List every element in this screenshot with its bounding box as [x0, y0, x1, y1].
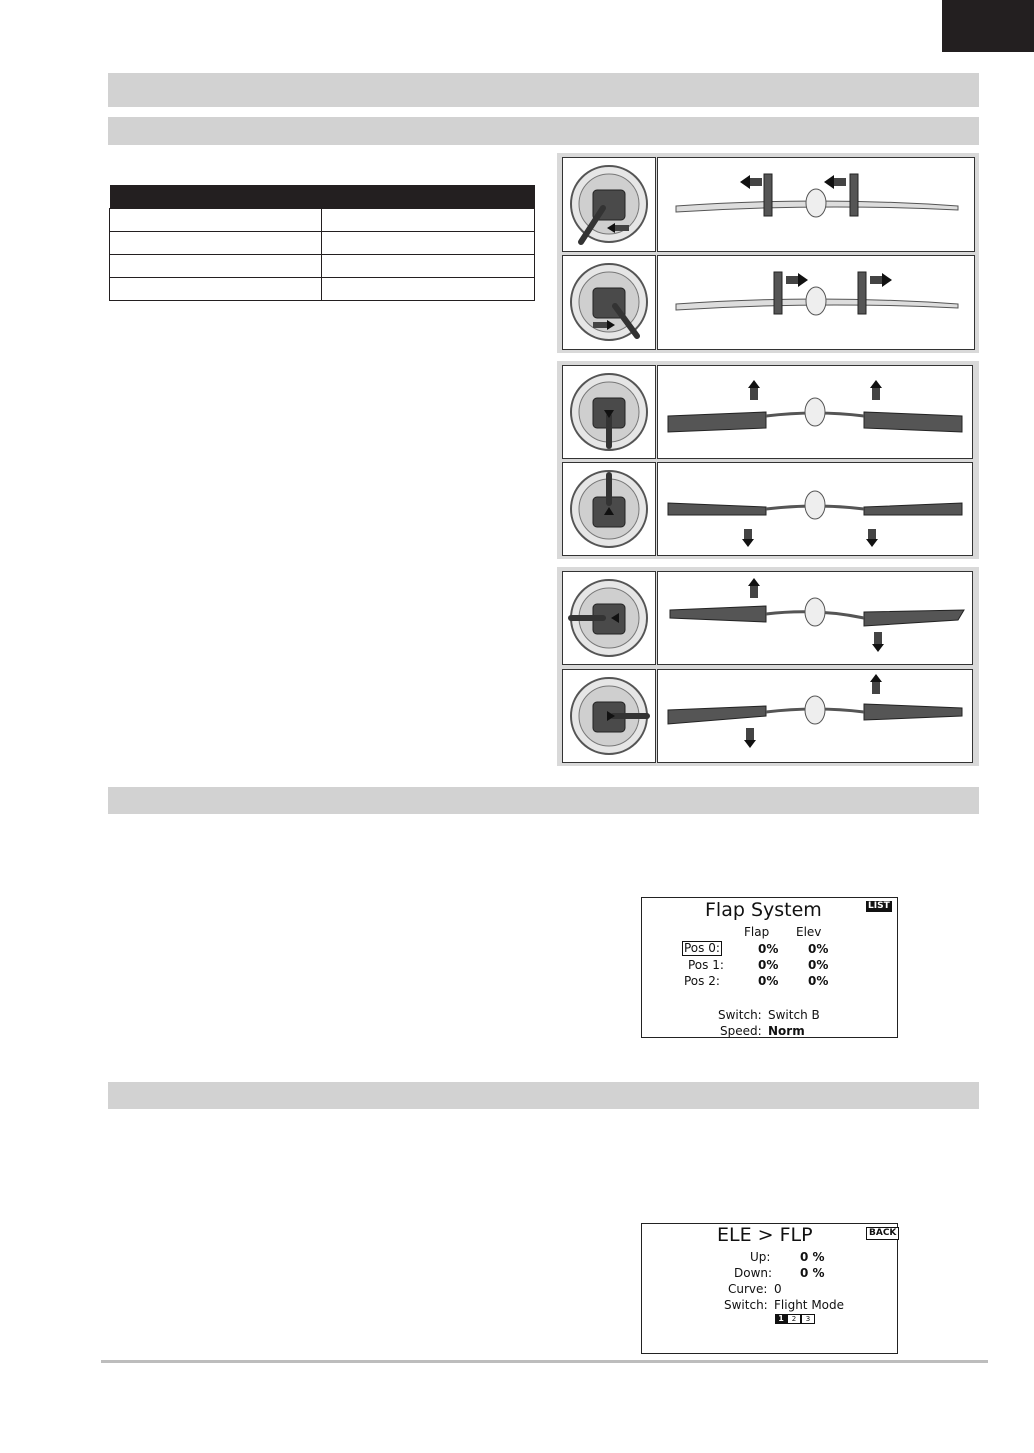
stick-cell — [562, 462, 656, 556]
roll-right-plane-icon — [658, 670, 972, 762]
ele-flp-screen — [641, 1223, 898, 1354]
plane-cell — [657, 462, 973, 556]
stick-right-icon — [563, 256, 655, 349]
up-value[interactable]: 0 % — [800, 1250, 825, 1264]
stick-cell — [562, 669, 656, 763]
stick-right-roll-icon — [563, 670, 655, 762]
mix-table — [109, 185, 535, 301]
section-header-3 — [108, 1082, 979, 1109]
pos-0-flap[interactable]: 0% — [758, 942, 779, 956]
stick-left-roll-icon — [563, 572, 655, 664]
back-button[interactable]: BACK — [866, 1227, 899, 1240]
switch-value[interactable]: Flight Mode — [774, 1298, 845, 1312]
section-header-2 — [108, 787, 979, 814]
col-elev: Elev — [796, 925, 822, 939]
list-button[interactable]: LIST — [868, 901, 890, 911]
pos-2-flap[interactable]: 0% — [758, 974, 779, 988]
chapter-tab — [942, 0, 1034, 52]
plane-cell — [657, 571, 973, 665]
curve-value[interactable]: 0 — [774, 1282, 782, 1296]
screen-title: ELE > FLP — [717, 1224, 813, 1246]
aileron-right-plane-icon — [658, 256, 974, 349]
table-row — [110, 278, 535, 301]
stick-cell — [562, 571, 656, 665]
switch-value[interactable]: Switch B — [768, 1008, 820, 1022]
curve-label: Curve: — [728, 1282, 768, 1296]
pos-1-elev[interactable]: 0% — [808, 958, 829, 972]
switch-label: Switch: — [724, 1298, 768, 1312]
pos-0-label[interactable]: Pos 0: — [684, 941, 720, 955]
stick-cell — [562, 255, 656, 350]
mode-3[interactable]: 3 — [801, 1314, 815, 1324]
mode-2[interactable]: 2 — [787, 1314, 801, 1324]
table-row — [110, 209, 535, 232]
pos-1-label[interactable]: Pos 1: — [688, 958, 724, 972]
flap-system-screen — [641, 897, 898, 1038]
stick-left-icon — [563, 158, 655, 251]
pos-2-elev[interactable]: 0% — [808, 974, 829, 988]
stick-up-icon — [563, 463, 655, 555]
pos-0-elev[interactable]: 0% — [808, 942, 829, 956]
plane-cell — [657, 255, 975, 350]
flight-mode-selector — [775, 1314, 815, 1325]
mix-table-header — [110, 185, 535, 209]
section-header-main — [108, 73, 979, 107]
plane-cell — [657, 157, 975, 252]
speed-label: Speed: — [720, 1024, 762, 1038]
col-flap: Flap — [744, 925, 770, 939]
table-row — [110, 232, 535, 255]
pos-2-label[interactable]: Pos 2: — [684, 974, 720, 988]
table-row — [110, 255, 535, 278]
stick-cell — [562, 365, 656, 459]
aileron-left-plane-icon — [658, 158, 974, 251]
screen-title: Flap System — [705, 899, 822, 921]
elevator-down-plane-icon — [658, 463, 972, 555]
stick-cell — [562, 157, 656, 252]
stick-down-icon — [563, 366, 655, 458]
plane-cell — [657, 669, 973, 763]
plane-cell — [657, 365, 973, 459]
up-label: Up: — [750, 1250, 771, 1264]
roll-left-plane-icon — [658, 572, 972, 664]
switch-label: Switch: — [718, 1008, 762, 1022]
footer-rule — [101, 1360, 988, 1363]
down-label: Down: — [734, 1266, 773, 1280]
elevator-up-plane-icon — [658, 366, 972, 458]
mode-1[interactable]: 1 — [775, 1314, 787, 1324]
speed-value[interactable]: Norm — [768, 1024, 805, 1038]
down-value[interactable]: 0 % — [800, 1266, 825, 1280]
pos-1-flap[interactable]: 0% — [758, 958, 779, 972]
section-header-1 — [108, 117, 979, 145]
